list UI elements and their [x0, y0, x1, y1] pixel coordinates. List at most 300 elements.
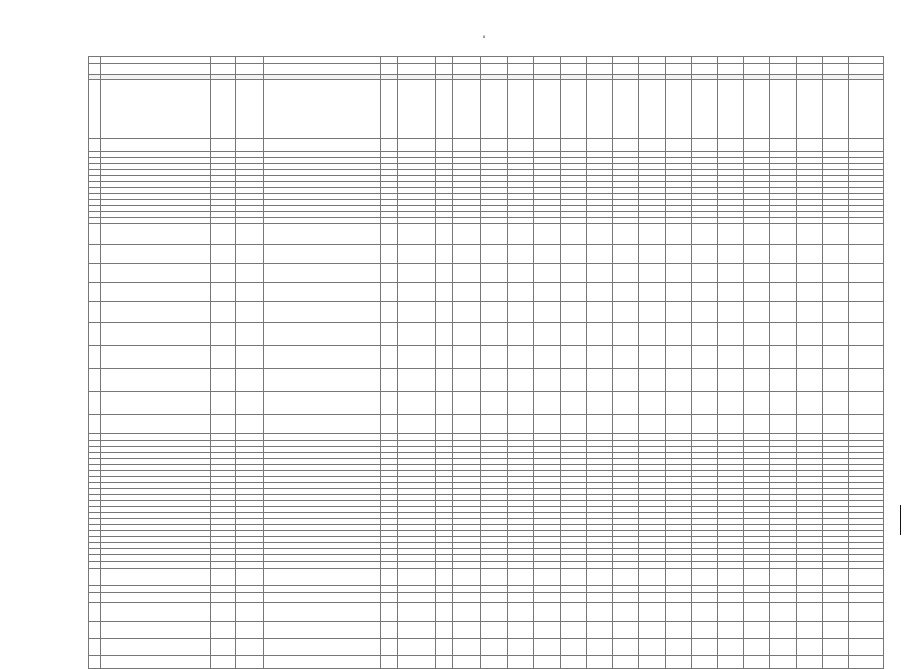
- table-cell: [613, 555, 639, 562]
- table-cell: [453, 302, 480, 323]
- table-cell: [236, 80, 263, 139]
- table-cell: [381, 323, 398, 346]
- table-cell: [534, 415, 560, 434]
- table-cell: [236, 139, 263, 152]
- table-cell: [639, 622, 665, 639]
- table-cell: [822, 562, 848, 569]
- table-cell: [381, 603, 398, 622]
- table-cell: [398, 562, 435, 569]
- table-cell: [691, 415, 717, 434]
- table-cell: [796, 369, 822, 392]
- table-cell: [236, 302, 263, 323]
- table-cell: [665, 555, 691, 562]
- table-cell: [744, 224, 770, 245]
- table-cell: [822, 346, 848, 369]
- table-cell: [101, 639, 211, 656]
- table-cell: [263, 639, 380, 656]
- table-cell: [453, 64, 480, 75]
- table-cell: [211, 569, 236, 586]
- table-cell: [848, 555, 883, 562]
- table-cell: [744, 434, 770, 441]
- table-cell: [236, 586, 263, 603]
- table-row: [89, 656, 884, 669]
- table-cell: [508, 139, 534, 152]
- table-cell: [435, 283, 452, 302]
- table-cell: [263, 369, 380, 392]
- table-cell: [211, 139, 236, 152]
- table-cell: [101, 224, 211, 245]
- table-cell: [613, 139, 639, 152]
- table-cell: [639, 80, 665, 139]
- table-cell: [101, 369, 211, 392]
- table-cell: [508, 283, 534, 302]
- table-cell: [381, 302, 398, 323]
- table-cell: [586, 57, 612, 64]
- table-cell: [263, 139, 380, 152]
- table-cell: [381, 586, 398, 603]
- table-cell: [717, 245, 743, 264]
- table-cell: [398, 555, 435, 562]
- table-cell: [480, 369, 507, 392]
- table-cell: [453, 224, 480, 245]
- table-cell: [398, 283, 435, 302]
- table-cell: [639, 369, 665, 392]
- table-cell: [691, 603, 717, 622]
- table-cell: [560, 224, 586, 245]
- table-cell: [639, 283, 665, 302]
- table-cell: [796, 346, 822, 369]
- table-cell: [848, 302, 883, 323]
- table-cell: [796, 586, 822, 603]
- table-cell: [101, 323, 211, 346]
- table-cell: [613, 639, 639, 656]
- table-cell: [211, 639, 236, 656]
- table-cell: [508, 415, 534, 434]
- table-cell: [770, 80, 796, 139]
- table-cell: [822, 57, 848, 64]
- table-cell: [639, 264, 665, 283]
- table-row: [89, 555, 884, 562]
- table-cell: [236, 283, 263, 302]
- table-cell: [613, 64, 639, 75]
- table-row: [89, 80, 884, 139]
- table-cell: [211, 57, 236, 64]
- table-cell: [480, 245, 507, 264]
- table-cell: [586, 586, 612, 603]
- table-cell: [435, 264, 452, 283]
- table-cell: [236, 622, 263, 639]
- table-cell: [639, 562, 665, 569]
- table-cell: [586, 656, 612, 669]
- table-cell: [381, 139, 398, 152]
- table-cell: [613, 603, 639, 622]
- table-cell: [101, 392, 211, 415]
- table-cell: [453, 622, 480, 639]
- table-cell: [560, 415, 586, 434]
- table-cell: [744, 369, 770, 392]
- table-cell: [822, 569, 848, 586]
- table-cell: [101, 80, 211, 139]
- table-cell: [435, 224, 452, 245]
- table-cell: [398, 264, 435, 283]
- table-cell: [848, 622, 883, 639]
- table-cell: [236, 569, 263, 586]
- table-cell: [691, 64, 717, 75]
- table-cell: [744, 245, 770, 264]
- table-cell: [381, 64, 398, 75]
- table-cell: [665, 603, 691, 622]
- table-cell: [101, 586, 211, 603]
- table-cell: [89, 283, 101, 302]
- table-cell: [534, 603, 560, 622]
- table-cell: [534, 434, 560, 441]
- table-cell: [263, 283, 380, 302]
- table-row: [89, 562, 884, 569]
- table-cell: [435, 245, 452, 264]
- table-cell: [613, 434, 639, 441]
- table-cell: [796, 57, 822, 64]
- table-cell: [613, 586, 639, 603]
- table-cell: [508, 555, 534, 562]
- table-cell: [796, 283, 822, 302]
- table-cell: [560, 586, 586, 603]
- table-cell: [398, 392, 435, 415]
- table-cell: [480, 64, 507, 75]
- table-cell: [211, 264, 236, 283]
- table-cell: [534, 622, 560, 639]
- table-cell: [717, 555, 743, 562]
- table-cell: [534, 302, 560, 323]
- table-cell: [211, 562, 236, 569]
- table-header-row: [89, 57, 884, 64]
- table-cell: [435, 562, 452, 569]
- table-cell: [822, 392, 848, 415]
- table-cell: [770, 555, 796, 562]
- table-cell: [848, 264, 883, 283]
- table-cell: [560, 656, 586, 669]
- table-cell: [236, 224, 263, 245]
- table-cell: [717, 264, 743, 283]
- table-cell: [691, 224, 717, 245]
- table-cell: [560, 64, 586, 75]
- table-cell: [398, 639, 435, 656]
- table-cell: [89, 603, 101, 622]
- table-cell: [101, 622, 211, 639]
- table-cell: [560, 392, 586, 415]
- table-cell: [848, 586, 883, 603]
- table-cell: [691, 569, 717, 586]
- table-cell: [665, 139, 691, 152]
- table-cell: [665, 302, 691, 323]
- table-cell: [848, 392, 883, 415]
- table-cell: [560, 639, 586, 656]
- table-cell: [263, 224, 380, 245]
- table-cell: [796, 555, 822, 562]
- table-cell: [398, 80, 435, 139]
- table-cell: [211, 346, 236, 369]
- table-cell: [770, 346, 796, 369]
- table-cell: [453, 639, 480, 656]
- table-cell: [211, 245, 236, 264]
- table-cell: [398, 139, 435, 152]
- table-cell: [770, 283, 796, 302]
- table-cell: [236, 64, 263, 75]
- table-cell: [613, 245, 639, 264]
- table-cell: [586, 622, 612, 639]
- table-row: [89, 392, 884, 415]
- table-cell: [560, 323, 586, 346]
- table-cell: [639, 245, 665, 264]
- table-cell: [586, 302, 612, 323]
- table-cell: [480, 57, 507, 64]
- table-cell: [796, 323, 822, 346]
- table-cell: [770, 224, 796, 245]
- table-cell: [398, 569, 435, 586]
- table-cell: [796, 434, 822, 441]
- table-cell: [691, 639, 717, 656]
- table-cell: [586, 569, 612, 586]
- table-cell: [796, 622, 822, 639]
- table-cell: [665, 392, 691, 415]
- table-cell: [613, 415, 639, 434]
- table-cell: [848, 434, 883, 441]
- table-cell: [453, 656, 480, 669]
- table-cell: [508, 245, 534, 264]
- table-row: [89, 622, 884, 639]
- table-cell: [534, 283, 560, 302]
- table-cell: [822, 434, 848, 441]
- table-cell: [435, 656, 452, 669]
- table-cell: [560, 57, 586, 64]
- table-cell: [89, 656, 101, 669]
- table-cell: [560, 622, 586, 639]
- table-cell: [717, 622, 743, 639]
- table-cell: [263, 603, 380, 622]
- table-bottom-border: [88, 592, 884, 593]
- table-cell: [717, 323, 743, 346]
- table-cell: [211, 622, 236, 639]
- table-row: [89, 224, 884, 245]
- table-cell: [101, 603, 211, 622]
- table-cell: [691, 80, 717, 139]
- table-row: [89, 369, 884, 392]
- table-cell: [691, 392, 717, 415]
- table-cell: [770, 323, 796, 346]
- table-cell: [508, 603, 534, 622]
- table-cell: [480, 139, 507, 152]
- table-cell: [263, 245, 380, 264]
- table-cell: [211, 415, 236, 434]
- table-cell: [586, 639, 612, 656]
- table-cell: [822, 64, 848, 75]
- table-cell: [848, 569, 883, 586]
- table-cell: [211, 603, 236, 622]
- table-cell: [453, 369, 480, 392]
- table-cell: [435, 369, 452, 392]
- table-cell: [639, 57, 665, 64]
- table-cell: [560, 80, 586, 139]
- table-cell: [453, 434, 480, 441]
- table-cell: [560, 346, 586, 369]
- table-cell: [211, 302, 236, 323]
- table-cell: [89, 392, 101, 415]
- table-cell: [101, 562, 211, 569]
- table-cell: [822, 323, 848, 346]
- table-cell: [89, 555, 101, 562]
- table-cell: [796, 80, 822, 139]
- table-cell: [89, 302, 101, 323]
- table-cell: [613, 656, 639, 669]
- table-cell: [822, 302, 848, 323]
- table-cell: [586, 283, 612, 302]
- table-cell: [480, 656, 507, 669]
- table-cell: [691, 656, 717, 669]
- table-cell: [691, 346, 717, 369]
- table-cell: [398, 369, 435, 392]
- table-cell: [211, 283, 236, 302]
- table-cell: [508, 622, 534, 639]
- table-cell: [89, 586, 101, 603]
- page-right-edge-line: [900, 505, 901, 535]
- table-cell: [744, 656, 770, 669]
- table-cell: [639, 302, 665, 323]
- table-cell: [796, 656, 822, 669]
- table-cell: [586, 323, 612, 346]
- table-cell: [211, 80, 236, 139]
- table-cell: [691, 139, 717, 152]
- table-cell: [101, 302, 211, 323]
- table-cell: [639, 346, 665, 369]
- table-cell: [744, 139, 770, 152]
- table-cell: [508, 586, 534, 603]
- table-cell: [848, 639, 883, 656]
- table-cell: [770, 57, 796, 64]
- table-row: [89, 323, 884, 346]
- table-cell: [508, 639, 534, 656]
- table-cell: [453, 283, 480, 302]
- table-cell: [560, 245, 586, 264]
- table-cell: [665, 622, 691, 639]
- table-cell: [453, 80, 480, 139]
- table-cell: [744, 346, 770, 369]
- table-cell: [770, 245, 796, 264]
- table-cell: [534, 555, 560, 562]
- table-cell: [744, 622, 770, 639]
- table-cell: [211, 586, 236, 603]
- table-cell: [381, 622, 398, 639]
- table-cell: [848, 283, 883, 302]
- table-cell: [263, 656, 380, 669]
- table-cell: [480, 283, 507, 302]
- table-cell: [101, 139, 211, 152]
- table-cell: [665, 639, 691, 656]
- table-cell: [717, 434, 743, 441]
- table-cell: [435, 139, 452, 152]
- table-cell: [89, 369, 101, 392]
- table-row: [89, 264, 884, 283]
- table-cell: [770, 562, 796, 569]
- table-cell: [480, 569, 507, 586]
- table-cell: [639, 392, 665, 415]
- table-cell: [770, 139, 796, 152]
- table-cell: [770, 603, 796, 622]
- table-cell: [534, 224, 560, 245]
- table-cell: [89, 323, 101, 346]
- table-cell: [717, 415, 743, 434]
- table-cell: [453, 586, 480, 603]
- table-cell: [398, 603, 435, 622]
- table-cell: [639, 555, 665, 562]
- table-cell: [822, 622, 848, 639]
- table-cell: [453, 264, 480, 283]
- table-cell: [796, 224, 822, 245]
- table-cell: [560, 139, 586, 152]
- table-cell: [822, 224, 848, 245]
- table-cell: [744, 603, 770, 622]
- table-cell: [534, 586, 560, 603]
- table-cell: [744, 569, 770, 586]
- table-cell: [211, 555, 236, 562]
- table-cell: [381, 392, 398, 415]
- table-row: [89, 302, 884, 323]
- table-row: [89, 434, 884, 441]
- table-cell: [691, 283, 717, 302]
- indicator-table-sheet: [88, 56, 884, 596]
- table-cell: [822, 415, 848, 434]
- table-cell: [613, 369, 639, 392]
- table-cell: [717, 562, 743, 569]
- table-cell: [435, 57, 452, 64]
- table-cell: [796, 562, 822, 569]
- table-cell: [453, 569, 480, 586]
- table-cell: [848, 245, 883, 264]
- indicator-table: [88, 56, 884, 669]
- table-cell: [480, 264, 507, 283]
- table-cell: [822, 555, 848, 562]
- table-cell: [480, 224, 507, 245]
- table-cell: [236, 639, 263, 656]
- table-cell: [796, 603, 822, 622]
- table-cell: [613, 264, 639, 283]
- table-cell: [770, 264, 796, 283]
- table-cell: [508, 346, 534, 369]
- table-cell: [586, 346, 612, 369]
- table-cell: [691, 323, 717, 346]
- table-cell: [586, 555, 612, 562]
- table-cell: [89, 245, 101, 264]
- table-cell: [691, 586, 717, 603]
- table-cell: [534, 80, 560, 139]
- table-row: [89, 139, 884, 152]
- table-cell: [586, 139, 612, 152]
- table-cell: [586, 415, 612, 434]
- table-cell: [613, 622, 639, 639]
- table-cell: [717, 369, 743, 392]
- table-cell: [453, 346, 480, 369]
- table-cell: [480, 555, 507, 562]
- table-cell: [613, 302, 639, 323]
- table-cell: [717, 302, 743, 323]
- table-cell: [236, 434, 263, 441]
- table-cell: [508, 302, 534, 323]
- table-cell: [211, 369, 236, 392]
- table-cell: [613, 562, 639, 569]
- table-cell: [586, 224, 612, 245]
- table-cell: [586, 369, 612, 392]
- table-cell: [665, 264, 691, 283]
- table-cell: [796, 64, 822, 75]
- table-cell: [796, 569, 822, 586]
